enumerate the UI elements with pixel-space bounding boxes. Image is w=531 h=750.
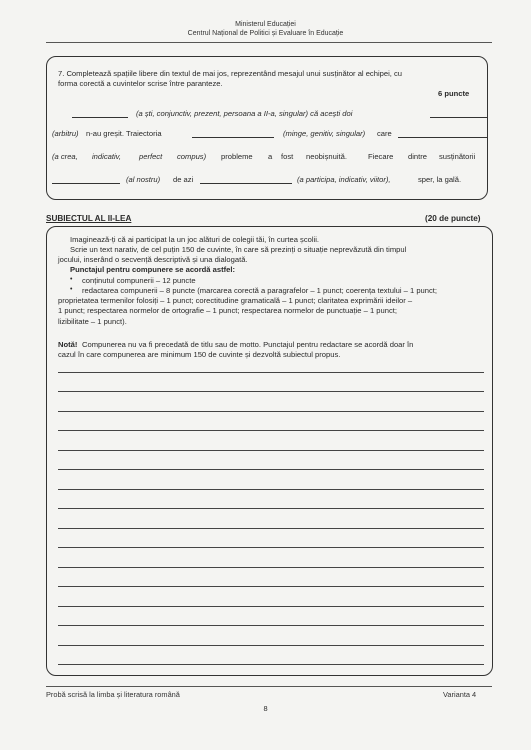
ex7-instruction-line2: forma corectă a cuvintelor scrise între paranteze. bbox=[58, 79, 223, 88]
ex7-hint-a-crea: (a crea, bbox=[52, 152, 78, 161]
ex7-hint-a-participa: (a participa, indicativ, viitor), bbox=[297, 175, 391, 184]
note-label: Notă! bbox=[58, 340, 78, 349]
writing-line[interactable] bbox=[58, 489, 484, 490]
writing-line[interactable] bbox=[58, 372, 484, 373]
writing-line[interactable] bbox=[58, 508, 484, 509]
ex7-text-fiecare: Fiecare bbox=[368, 152, 394, 161]
page-number: 8 bbox=[263, 704, 268, 713]
footer-divider bbox=[46, 686, 492, 687]
ex7-text-neobisnuita: neobișnuită. bbox=[306, 152, 347, 161]
section-2-title: SUBIECTUL AL II-LEA bbox=[46, 214, 132, 223]
ex7-instruction-line1: 7. Completează spațiile libere din textul de mai jos, reprezentând mesajul unui susținător al echipei, cu bbox=[58, 69, 403, 78]
writing-line[interactable] bbox=[58, 430, 484, 431]
writing-line[interactable] bbox=[58, 586, 484, 587]
writing-line[interactable] bbox=[58, 567, 484, 568]
bullet-1: • bbox=[70, 276, 73, 283]
ex7-hint-a-sti: (a ști, conjunctiv, prezent, persoana a II-a, singular) că acești doi bbox=[136, 109, 353, 118]
ex7-text-care: care bbox=[377, 129, 392, 138]
blank-a-participa[interactable] bbox=[200, 183, 292, 184]
ex7-hint-perfect: perfect bbox=[139, 152, 163, 161]
blank-minge[interactable] bbox=[192, 137, 274, 138]
blank-a-sti[interactable] bbox=[72, 117, 128, 118]
ex7-hint-al-nostru: (al nostru) bbox=[126, 175, 161, 184]
header-ministry: Ministerul Educației bbox=[235, 21, 296, 28]
writing-line[interactable] bbox=[58, 411, 484, 412]
task-line3: jocului, inserând o secvență descriptivă și una dialogată. bbox=[58, 255, 248, 264]
ex7-hint-arbitru: (arbitru) bbox=[52, 129, 79, 138]
ex7-text-probleme: probleme bbox=[221, 152, 253, 161]
note-line2: cazul în care compunerea are minimum 150 de cuvinte și dezvoltă subiectul propus. bbox=[58, 350, 341, 359]
task-line1: Imaginează-ți că ai participat la un joc alături de colegii tăi, în curtea școlii. bbox=[70, 235, 320, 244]
section-2-points: (20 de puncte) bbox=[425, 214, 481, 223]
blank-a-crea[interactable] bbox=[398, 137, 488, 138]
writing-line[interactable] bbox=[58, 645, 484, 646]
writing-line[interactable] bbox=[58, 391, 484, 392]
ex7-text-a: a bbox=[268, 152, 273, 161]
ex7-text-traiectoria: n-au greșit. Traiectoria bbox=[86, 129, 162, 138]
note-line1: Compunerea nu va fi precedată de titlu sau de motto. Punctajul pentru redactare se acordă doar în bbox=[82, 340, 414, 349]
writing-line[interactable] bbox=[58, 469, 484, 470]
blank-arbitru[interactable] bbox=[430, 117, 488, 118]
bullet-2-line4: lizibilitate – 1 punct). bbox=[58, 317, 127, 326]
footer-exam-title: Probă scrisă la limba și literatura română bbox=[46, 690, 180, 699]
task-line2: Scrie un text narativ, de cel puțin 150 de cuvinte, în care să prezinți o situație neprevăzută din timpul bbox=[70, 245, 407, 254]
writing-line[interactable] bbox=[58, 450, 484, 451]
header-center: Centrul Național de Politici și Evaluare în Educație bbox=[187, 30, 344, 37]
bullet-2-line2: proprietatea termenilor folosiți – 1 punct; corectitudine gramaticală – 1 punct; claritatea exprimării ideilor – bbox=[58, 296, 413, 305]
ex7-text-sustinatorii: susținătorii bbox=[439, 152, 476, 161]
writing-line[interactable] bbox=[58, 625, 484, 626]
ex7-text-dintre: dintre bbox=[408, 152, 427, 161]
header-divider bbox=[46, 42, 492, 43]
bullet-2: • bbox=[70, 286, 73, 293]
writing-line[interactable] bbox=[58, 547, 484, 548]
writing-line[interactable] bbox=[58, 606, 484, 607]
bullet-2-line3: 1 punct; respectarea normelor de ortografie – 1 punct; respectarea normelor de punctuație – 1 punct; bbox=[58, 306, 397, 315]
writing-line[interactable] bbox=[58, 528, 484, 529]
bullet-1-text: conținutul compunerii – 12 puncte bbox=[82, 276, 196, 285]
writing-line[interactable] bbox=[58, 664, 484, 665]
footer-variant: Varianta 4 bbox=[443, 690, 477, 699]
scoring-title: Punctajul pentru compunere se acordă astfel: bbox=[70, 265, 235, 274]
ex7-hint-minge: (minge, genitiv, singular) bbox=[283, 129, 366, 138]
ex7-hint-compus: compus) bbox=[177, 152, 207, 161]
ex7-text-fost: fost bbox=[281, 152, 294, 161]
ex7-text-sper: sper, la gală. bbox=[418, 175, 462, 184]
ex7-points: 6 puncte bbox=[438, 89, 470, 98]
ex7-text-de-azi: de azi bbox=[173, 175, 194, 184]
blank-al-nostru[interactable] bbox=[52, 183, 120, 184]
ex7-hint-indicativ: indicativ, bbox=[92, 152, 121, 161]
bullet-2-line1: redactarea compunerii – 8 puncte (marcarea corectă a paragrafelor – 1 punct; coerența textului – 1 punct; bbox=[82, 286, 438, 295]
